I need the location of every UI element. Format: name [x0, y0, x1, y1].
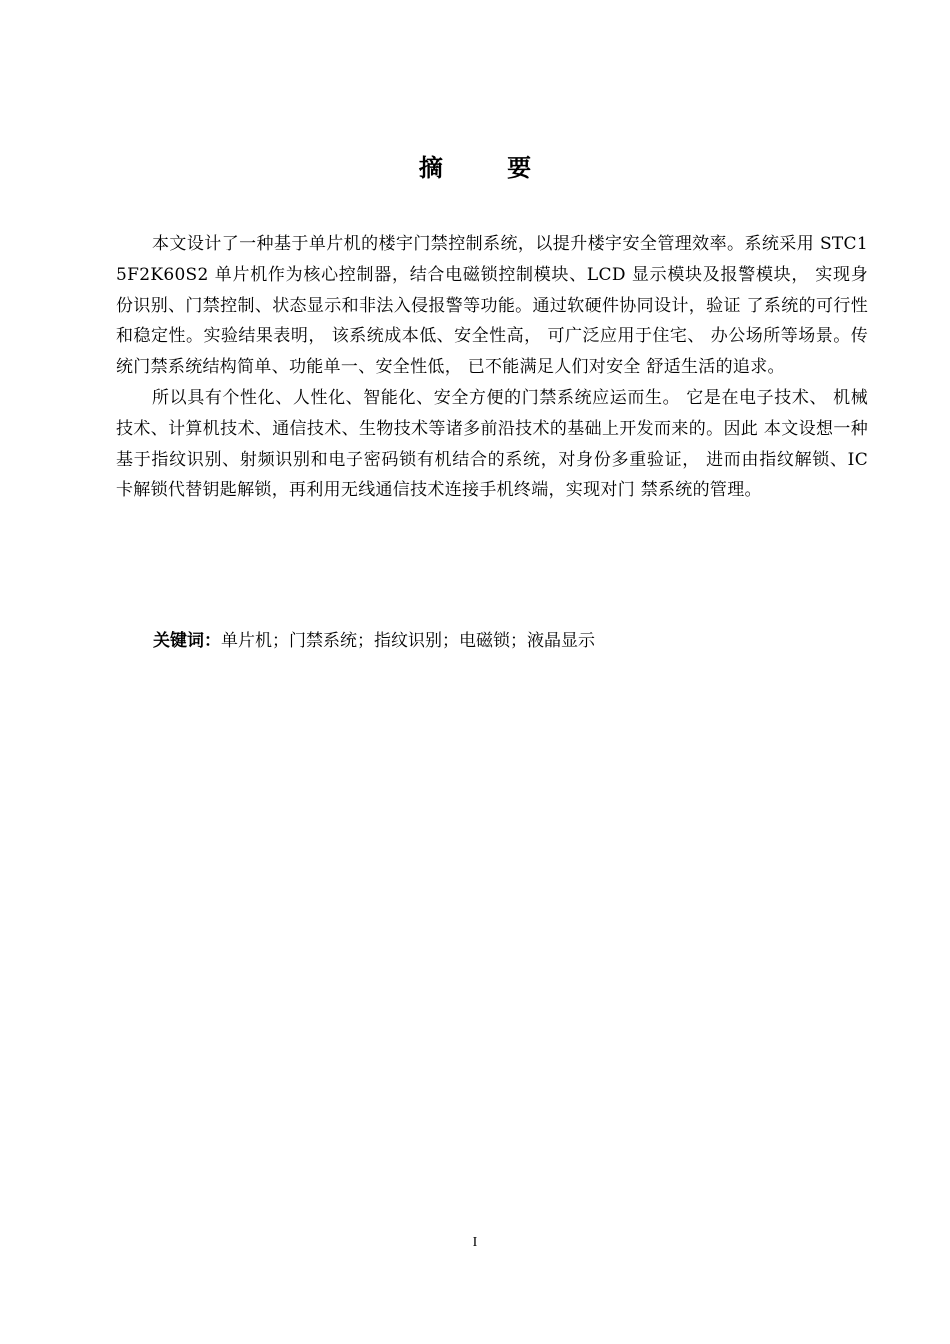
keywords-label: 关键词：	[153, 631, 221, 651]
keywords-list: 单片机；门禁系统；指纹识别；电磁锁；液晶显示	[221, 631, 595, 651]
abstract-paragraph-1: 本文设计了一种基于单片机的楼宇门禁控制系统，以提升楼宇安全管理效率。系统采用 STC15F2K60S2 单片机作为核心控制器，结合电磁锁控制模块、LCD 显示模块及报警模块， 实现身份识别、门禁控制、状态显示和非法入侵报警等功能。通过软硬件协同设计，验证 了系统的可行性和稳定性。实验结果表明， 该系统成本低、安全性高， 可广泛应用于住宅、 办公场所等场景。传统门禁系统结构简单、功能单一、安全性低， 已不能满足人们对安全 舒适生活的追求。	[116, 234, 868, 378]
abstract-paragraph-2: 所以具有个性化、人性化、智能化、安全方便的门禁系统应运而生。 它是在电子技术、 机械技术、计算机技术、通信技术、生物技术等诸多前沿技术的基础上开发而来的。因此 本文设想一种基于指纹识别、射频识别和电子密码锁有机结合的系统，对身份多重验证， 进而由指纹解锁、IC 卡解锁代替钥匙解锁，再利用无线通信技术连接手机终端，实现对门 禁系统的管理。	[116, 387, 868, 501]
page-title: 摘 要	[418, 154, 560, 182]
keywords-line	[153, 626, 595, 656]
page-number: I	[472, 1235, 478, 1250]
abstract-body	[116, 229, 868, 506]
